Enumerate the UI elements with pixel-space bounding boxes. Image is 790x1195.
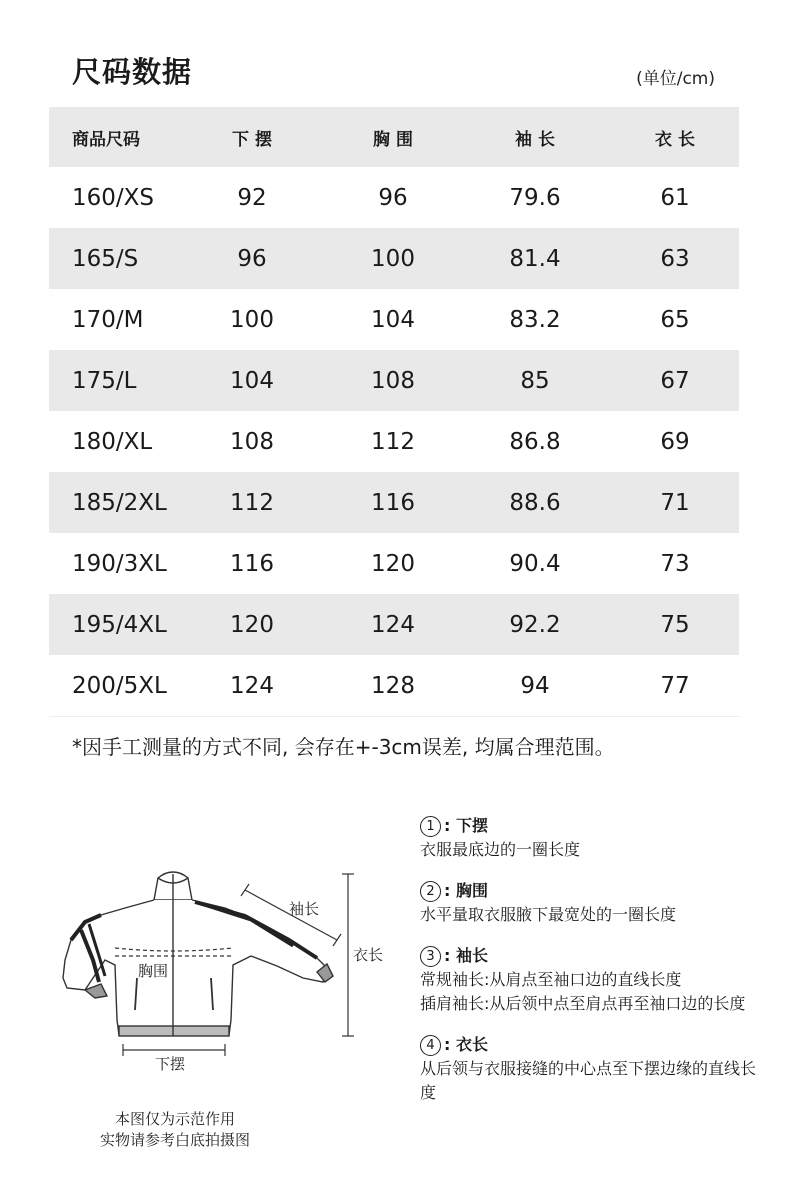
cell-sleeve: 92.2: [509, 611, 561, 638]
cell-chest: 108: [371, 367, 415, 394]
cell-sleeve: 79.6: [509, 184, 561, 211]
legend-sublabel: 常规袖长:: [420, 970, 490, 989]
cell-hem: 116: [230, 550, 274, 577]
legend-title: : 下摆: [444, 816, 488, 835]
size-table: [49, 107, 739, 716]
legend-desc: 从后领中点至肩点再至袖口边的长度: [489, 994, 746, 1013]
legend-desc: 从肩点至袖口边的直线长度: [489, 970, 682, 989]
measurement-legend: [420, 814, 760, 1122]
cell-sleeve: 86.8: [509, 428, 561, 455]
table-row: [49, 594, 739, 655]
cell-hem: 108: [230, 428, 274, 455]
header-chest: 胸 围: [373, 129, 413, 150]
cell-length: 69: [660, 428, 690, 455]
cell-sleeve: 94: [520, 672, 550, 699]
chest-label: 胸围: [138, 962, 169, 980]
cell-hem: 120: [230, 611, 274, 638]
table-row: [49, 655, 739, 716]
table-row: [49, 289, 739, 350]
sleeve-label: 袖长: [289, 900, 320, 918]
cell-length: 61: [660, 184, 690, 211]
number-2-icon: 2: [420, 881, 441, 902]
length-label: 衣长: [353, 946, 384, 964]
cell-chest: 96: [378, 184, 408, 211]
divider: [49, 716, 739, 717]
cell-sleeve: 88.6: [509, 489, 561, 516]
legend-length: [420, 1033, 760, 1105]
number-4-icon: 4: [420, 1035, 441, 1056]
number-1-icon: 1: [420, 816, 441, 837]
legend-sleeve: [420, 944, 760, 1016]
page-title: 尺码数据: [72, 55, 193, 89]
unit-label: (单位/cm): [636, 69, 715, 89]
number-3-icon: 3: [420, 946, 441, 967]
cell-length: 73: [660, 550, 690, 577]
cell-sleeve: 81.4: [509, 245, 561, 272]
table-row: [49, 472, 739, 533]
cell-size: 175/L: [72, 367, 137, 394]
cell-chest: 124: [371, 611, 415, 638]
measurement-note: *因手工测量的方式不同, 会存在+-3cm误差, 均属合理范围。: [72, 735, 615, 759]
cell-hem: 112: [230, 489, 274, 516]
cell-size: 180/XL: [72, 428, 153, 455]
table-row: [49, 411, 739, 472]
header-sleeve: 袖 长: [515, 129, 555, 150]
cell-hem: 92: [237, 184, 267, 211]
legend-desc: 水平量取衣服腋下最宽处的一圈长度: [420, 905, 677, 924]
cell-length: 63: [660, 245, 690, 272]
cell-size: 165/S: [72, 245, 139, 272]
legend-title: : 衣长: [444, 1035, 488, 1054]
header-length: 衣 长: [655, 129, 695, 150]
cell-size: 190/3XL: [72, 550, 167, 577]
cell-sleeve: 85: [520, 367, 550, 394]
cell-size: 170/M: [72, 306, 144, 333]
table-header: [49, 107, 739, 167]
cell-length: 67: [660, 367, 690, 394]
diagram-caption: [60, 1109, 290, 1151]
header-hem: 下 摆: [232, 129, 272, 150]
caption-line: 本图仅为示范作用: [114, 1110, 235, 1128]
table-row: [49, 350, 739, 411]
legend-desc: 从后领与衣服接缝的中心点至下摆边缘的直线长度: [420, 1059, 757, 1102]
legend-title: : 袖长: [444, 946, 488, 965]
cell-sleeve: 83.2: [509, 306, 561, 333]
cell-size: 195/4XL: [72, 611, 167, 638]
jacket-diagram: [55, 860, 385, 1090]
table-row: [49, 167, 739, 228]
cell-size: 185/2XL: [72, 489, 167, 516]
cell-hem: 124: [230, 672, 274, 699]
cell-length: 71: [660, 489, 690, 516]
table-row: [49, 533, 739, 594]
cell-chest: 100: [371, 245, 415, 272]
hem-label: 下摆: [155, 1055, 186, 1073]
legend-sublabel: 插肩袖长:: [420, 994, 490, 1013]
cell-hem: 100: [230, 306, 274, 333]
cell-chest: 116: [371, 489, 415, 516]
cell-hem: 104: [230, 367, 274, 394]
legend-hem: [420, 814, 760, 862]
legend-title: : 胸围: [444, 881, 488, 900]
caption-line: 实物请参考白底拍摄图: [99, 1131, 250, 1149]
cell-length: 65: [660, 306, 690, 333]
cell-size: 160/XS: [72, 184, 155, 211]
legend-desc: 衣服最底边的一圈长度: [420, 840, 581, 859]
cell-sleeve: 90.4: [509, 550, 561, 577]
cell-hem: 96: [237, 245, 267, 272]
legend-chest: [420, 879, 760, 927]
header-size: 商品尺码: [72, 129, 140, 150]
cell-chest: 128: [371, 672, 415, 699]
cell-length: 75: [660, 611, 690, 638]
cell-chest: 112: [371, 428, 415, 455]
cell-size: 200/5XL: [72, 672, 167, 699]
cell-chest: 104: [371, 306, 415, 333]
cell-length: 77: [660, 672, 690, 699]
cell-chest: 120: [371, 550, 415, 577]
table-row: [49, 228, 739, 289]
